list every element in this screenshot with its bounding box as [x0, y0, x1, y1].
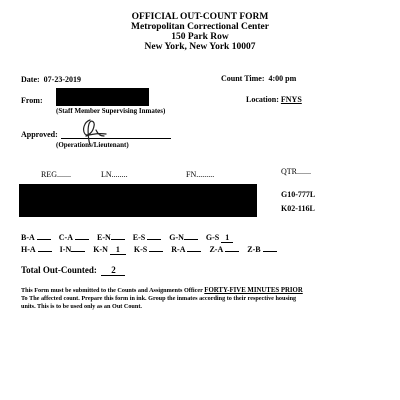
housing-units-row-1	[21, 231, 239, 243]
housing-units-row-2	[21, 243, 283, 255]
from-caption: (Staff Member Supervising Inmates)	[56, 107, 166, 115]
unit-e-s: E-S	[133, 233, 161, 242]
unit-g-n: G-N	[169, 233, 198, 242]
location-label: Location:	[246, 95, 279, 104]
instructions-line-2: To The affected count. Prepare this form in ink. Group the inmates according to their respective housing	[21, 295, 297, 302]
date-label: Date:	[21, 75, 40, 84]
total-out-counted	[21, 265, 125, 276]
form-title: OFFICIAL OUT-COUNT FORM	[131, 12, 269, 22]
unit-e-n: E-N	[97, 233, 125, 242]
location-field	[246, 95, 302, 104]
unit-h-a: H-A	[21, 245, 52, 254]
code-2: K02-116L	[281, 204, 315, 213]
facility-address-line1: 150 Park Row	[171, 32, 229, 42]
unit-z-a: Z-A	[209, 245, 239, 254]
unit-g-s: G-S 1	[206, 233, 233, 242]
category-ln: LN........	[101, 170, 128, 179]
unit-i-n: I-N	[60, 245, 86, 254]
redacted-staff-name	[56, 88, 149, 106]
total-label: Total Out-Counted:	[21, 265, 97, 275]
facility-address-line2: New York, New York 10007	[144, 42, 256, 52]
count-time-label: Count Time:	[221, 74, 265, 83]
unit-k-s: K-S	[134, 245, 163, 254]
total-value: 2	[101, 266, 125, 276]
redacted-inmate-names	[19, 184, 257, 217]
instructions-emphasis: FORTY-FIVE MINUTES PRIOR	[204, 287, 303, 294]
unit-k-n: K-N 1	[93, 245, 126, 254]
unit-r-a: R-A	[171, 245, 201, 254]
unit-z-b: Z-B	[247, 245, 276, 254]
unit-b-a: B-A	[21, 233, 51, 242]
facility-name: Metropolitan Correctional Center	[131, 22, 269, 32]
count-time-value: 4:00 pm	[268, 74, 297, 83]
date-field	[21, 75, 81, 84]
from-label: From:	[21, 96, 43, 105]
location-value: FNYS	[280, 95, 302, 104]
unit-c-a: C-A	[59, 233, 89, 242]
approved-caption: (Operations/Lieutenant)	[56, 141, 129, 149]
instructions-line-3: units. This is to be used only as an Out Count.	[21, 303, 142, 310]
instructions-line-1: This Form must be submitted to the Counts and Assignments Officer FORTY-FIVE MINUTES PRIOR	[21, 287, 303, 294]
category-fn: FN.........	[186, 170, 215, 179]
category-qtr: QTR.......	[281, 167, 311, 176]
category-reg: REG.......	[41, 170, 71, 179]
instructions	[21, 287, 386, 311]
count-time-field	[221, 74, 296, 83]
code-1: G10-777L	[281, 190, 316, 199]
approved-label: Approved:	[21, 130, 58, 139]
date-value: 07-23-2019	[43, 75, 81, 84]
